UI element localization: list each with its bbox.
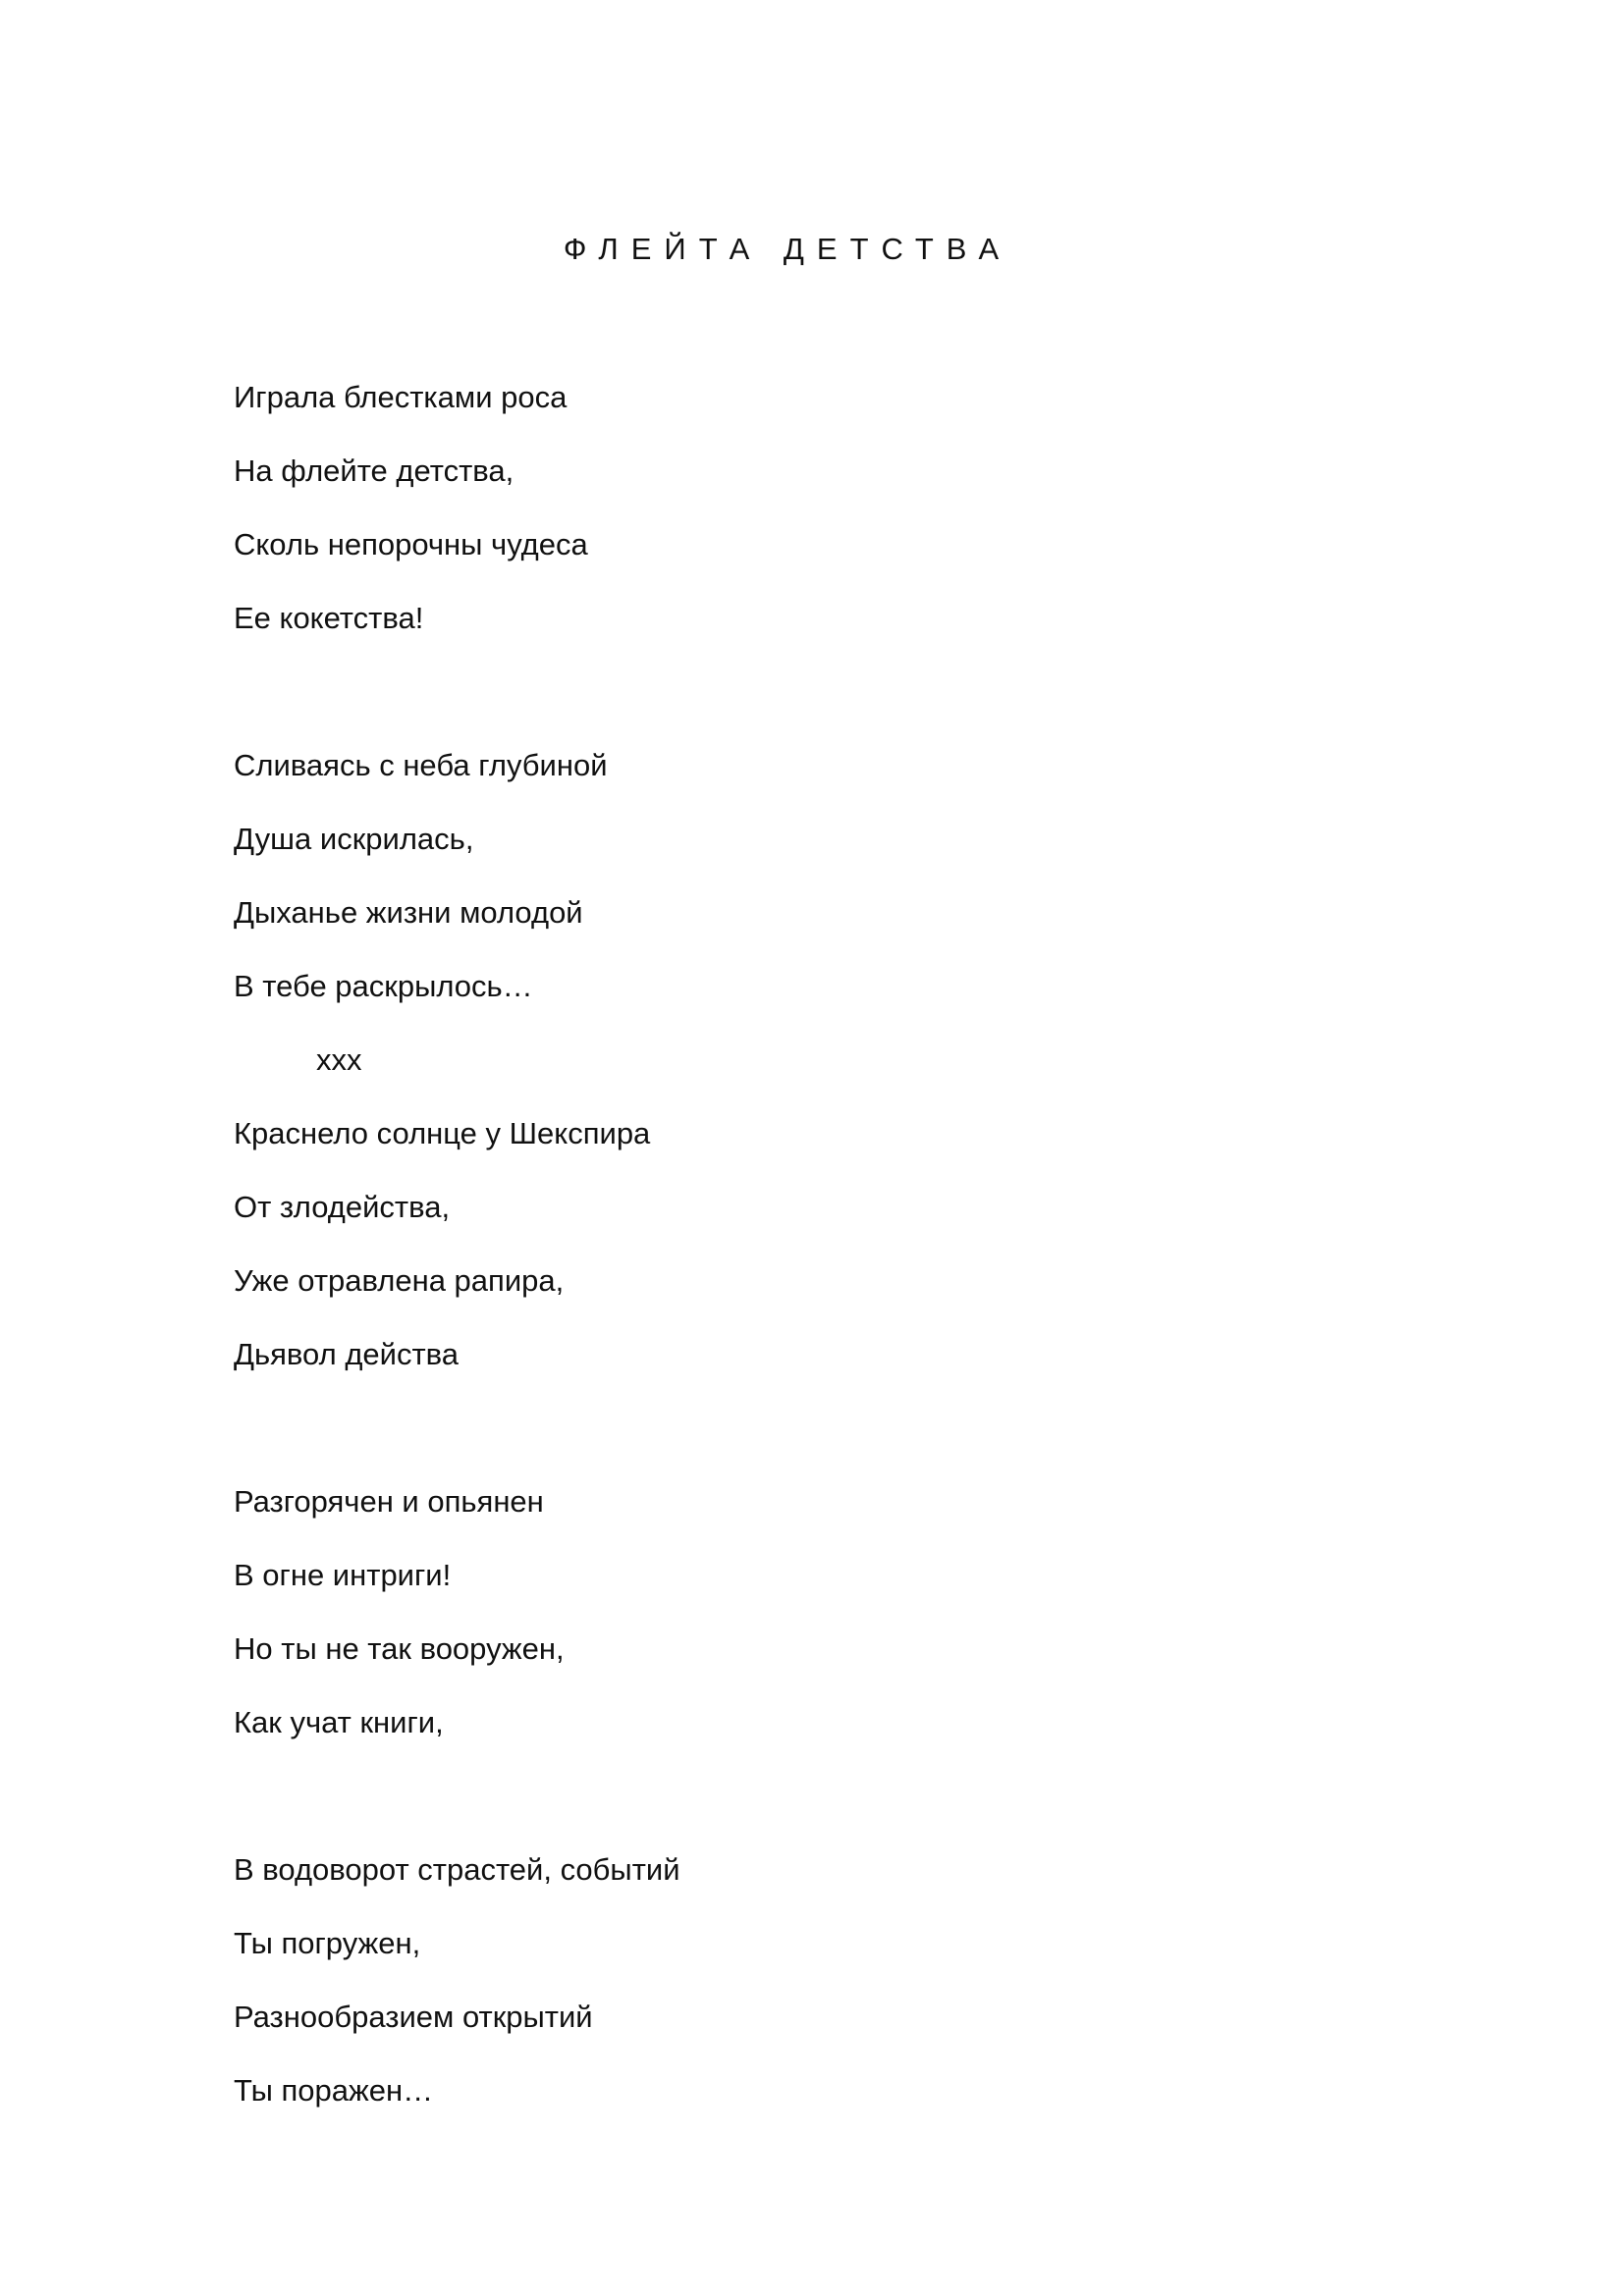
poem-line: В водоворот страстей, событий [234, 1852, 680, 1887]
poem-body [234, 378, 1412, 2145]
poem-line: Разнообразием открытий [234, 2000, 593, 2034]
poem-line: Душа искрилась, [234, 822, 474, 856]
poem-line: На флейте детства, [234, 454, 514, 488]
poem-line: От злодейства, [234, 1190, 451, 1224]
poem-line: Разгорячен и опьянен [234, 1484, 544, 1519]
poem-line: Ее кокетства! [234, 601, 424, 635]
section-divider: xxx [316, 1042, 362, 1077]
poem-line: Ты погружен, [234, 1926, 421, 1960]
poem-line: Играла блестками роса [234, 380, 568, 414]
poem-title: ФЛЕЙТА ДЕТСТВА [563, 232, 1012, 266]
poem-line: Дьявол действа [234, 1337, 460, 1371]
poem-line: Но ты не так вооружен, [234, 1631, 565, 1666]
stanza-break [234, 1777, 1412, 1850]
poem-line: Как учат книги, [234, 1705, 444, 1739]
poem-line: Уже отравлена рапира, [234, 1263, 565, 1298]
stanza-break [234, 672, 1412, 746]
poem-line: В тебе раскрылось… [234, 969, 533, 1003]
poem-line: Ты поражен… [234, 2073, 434, 2108]
poem-line: Дыханье жизни молодой [234, 895, 583, 930]
poem-line: Краснело солнце у Шекспира [234, 1116, 651, 1150]
poem-line: В огне интриги! [234, 1558, 452, 1592]
poem-line: Сколь непорочны чудеса [234, 527, 588, 561]
stanza-break [234, 1409, 1412, 1482]
poem-line: Сливаясь с неба глубиной [234, 748, 608, 782]
